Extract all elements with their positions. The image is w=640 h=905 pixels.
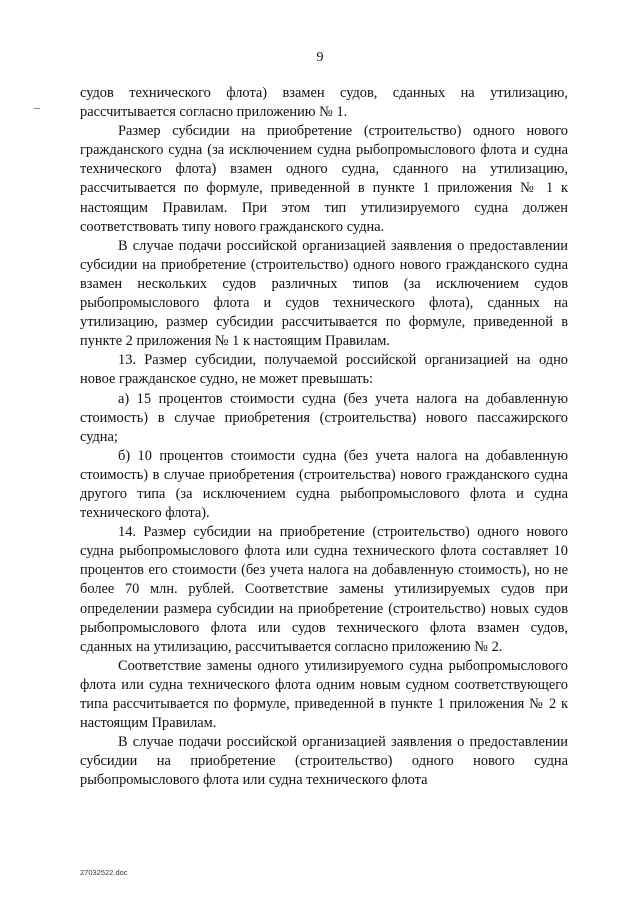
paragraph-clause-13: 13. Размер субсидии, получаемой российской организацией на одно новое гражданское судно, не может превышать: [80,352,568,388]
paragraph: В случае подачи российской организацией заявления о предоставлении субсидии на приобретение (строительство) одного нового судна рыбопромыслового флота или судна технического флота [80,734,568,789]
file-name-footer: 27032522.doc [80,868,128,877]
margin-mark [34,108,40,109]
document-body [80,84,568,790]
paragraph-continuation: судов технического флота) взамен судов, сданных на утилизацию, рассчитывается согласно приложению № 1. [80,85,568,121]
subclause-a: а) 15 процентов стоимости судна (без учета налога на добавленную стоимость) в случае приобретения (строительства) нового пассажирского судна; [80,390,568,445]
page-number: 9 [316,50,324,65]
paragraph-clause-14: 14. Размер субсидии на приобретение (строительство) одного нового судна рыбопромыслового флота или судна технического флота составляет 10 процентов его стоимости (без учета налога на добавленную стоимость), но не более 70 млн. рублей. Соответствие замены утилизируемых судов при определении размера субсидии на приобретение (строительство) новых судов рыбопромыслового флота или судов технического флота взамен судов, сданных на утилизацию, рассчитывается согласно приложению № 2. [80,524,568,655]
paragraph: Размер субсидии на приобретение (строительство) одного нового гражданского судна (за исключением судна рыбопромыслового флота и судна технического флота) взамен одного судна, сданного на утилизацию, рассчитывается по формуле, приведенной в пункте 1 приложения № 1 к настоящим Правилам. При этом тип утилизируемого судна должен соответствовать типу нового гражданского судна. [80,123,568,235]
paragraph: В случае подачи российской организацией заявления о предоставлении субсидии на приобретение (строительство) одного нового гражданского судна взамен нескольких судов различных типов (за исключением судов рыбопромыслового флота и судов технического флота), сданных на утилизацию, размер субсидии рассчитывается по формуле, приведенной в пункте 2 приложения № 1 к настоящим Правилам. [80,237,568,350]
subclause-b: б) 10 процентов стоимости судна (без учета налога на добавленную стоимость) в случае приобретения (строительства) нового гражданского судна другого типа (за исключением судна рыбопромыслового флота и судна технического флота). [80,447,568,522]
paragraph: Соответствие замены одного утилизируемого судна рыбопромыслового флота или судна технического флота одним новым судном соответствующего типа рассчитывается по формуле, приведенной в пункте 1 приложения № 2 к настоящим Правилам. [80,657,568,732]
